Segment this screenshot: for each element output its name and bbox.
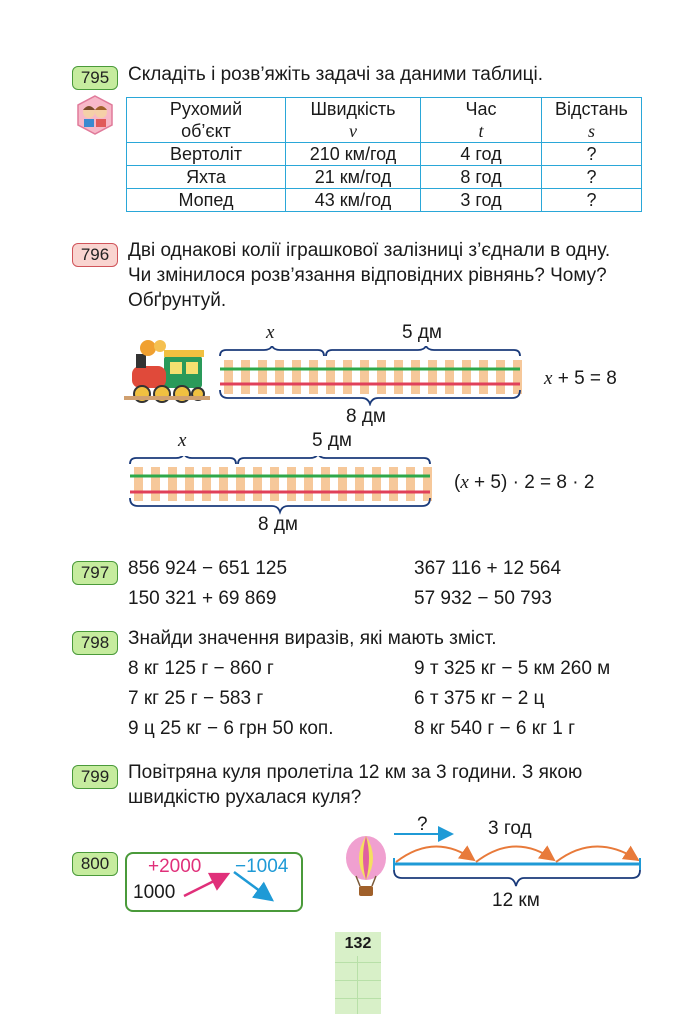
toy-train-icon bbox=[124, 336, 210, 406]
equation-1: x + 5 = 8 bbox=[544, 368, 617, 389]
expression: 57 932 − 50 793 bbox=[414, 588, 552, 609]
track-sleeper bbox=[241, 360, 250, 394]
exercise-800-badge: 800 bbox=[72, 852, 118, 876]
track-sleeper bbox=[270, 467, 279, 501]
track-sleeper bbox=[287, 467, 296, 501]
track-sleeper bbox=[360, 360, 369, 394]
exercise-799-line-1: Повітряна куля пролетіла 12 км за 3 години. З якою bbox=[128, 762, 583, 783]
track-1-x-label: x bbox=[266, 322, 275, 343]
track-sleeper bbox=[389, 467, 398, 501]
track-sleeper bbox=[219, 467, 228, 501]
track-sleeper bbox=[236, 467, 245, 501]
track-2-five-label: 5 дм bbox=[312, 430, 352, 451]
track-sleeper bbox=[445, 360, 454, 394]
chain-arrows bbox=[180, 862, 280, 908]
chain-op-2: −1004 bbox=[235, 856, 289, 877]
track-sleeper bbox=[394, 360, 403, 394]
table-header: Відстань s bbox=[542, 98, 642, 143]
railway-track-2 bbox=[124, 456, 434, 516]
track-sleeper bbox=[428, 360, 437, 394]
track-1-five-label: 5 дм bbox=[402, 322, 442, 343]
track-1-total-label: 8 дм bbox=[346, 406, 386, 427]
balloon-time-label: 3 год bbox=[488, 818, 532, 839]
exercise-796-line-2: Чи змінилося розв’язання відповідних рівнянь? Чому? bbox=[128, 265, 607, 286]
speed-time-distance-table bbox=[126, 97, 642, 212]
table-header: Рухомий об’єкт bbox=[127, 98, 286, 143]
exercise-798-text: Знайди значення виразів, які мають зміст. bbox=[128, 628, 497, 649]
track-sleeper bbox=[202, 467, 211, 501]
track-sleeper bbox=[496, 360, 505, 394]
equation-2: (x + 5) · 2 = 8 · 2 bbox=[454, 472, 595, 493]
expression: 8 кг 540 г − 6 кг 1 г bbox=[414, 718, 576, 739]
track-sleeper bbox=[462, 360, 471, 394]
exercise-795-badge: 795 bbox=[72, 66, 118, 90]
track-sleeper bbox=[309, 360, 318, 394]
page-number: 132 bbox=[344, 935, 372, 952]
track-sleeper bbox=[372, 467, 381, 501]
table-header: Час t bbox=[421, 98, 542, 143]
table-row: Мопед 43 км/год 3 год ? bbox=[127, 189, 642, 212]
exercise-797-badge: 797 bbox=[72, 561, 118, 585]
exercise-796-badge: 796 bbox=[72, 243, 118, 267]
expression: 6 т 375 кг − 2 ц bbox=[414, 688, 545, 709]
exercise-798-badge: 798 bbox=[72, 631, 118, 655]
track-2-total-label: 8 дм bbox=[258, 514, 298, 535]
track-sleeper bbox=[292, 360, 301, 394]
balloon-distance-label: 12 км bbox=[492, 890, 540, 911]
balloon-question-mark: ? bbox=[417, 814, 428, 835]
track-2-x-label: x bbox=[178, 430, 187, 451]
track-sleeper bbox=[479, 360, 488, 394]
table-row: Яхта 21 км/год 8 год ? bbox=[127, 166, 642, 189]
exercise-795-text: Складіть і розв’яжіть задачі за даними таблиці. bbox=[128, 64, 543, 85]
track-sleeper bbox=[355, 467, 364, 501]
track-sleeper bbox=[343, 360, 352, 394]
expression: 9 ц 25 кг − 6 грн 50 коп. bbox=[128, 718, 334, 739]
hot-air-balloon-icon bbox=[344, 836, 388, 898]
track-sleeper bbox=[185, 467, 194, 501]
expression: 9 т 325 кг − 5 км 260 м bbox=[414, 658, 611, 679]
table-header: Швидкість v bbox=[286, 98, 421, 143]
expression: 150 321 + 69 869 bbox=[128, 588, 277, 609]
track-sleeper bbox=[411, 360, 420, 394]
page-number-box bbox=[335, 932, 381, 1014]
track-sleeper bbox=[258, 360, 267, 394]
expression: 367 116 + 12 564 bbox=[414, 558, 562, 579]
chain-start-value: 1000 bbox=[133, 882, 176, 903]
track-sleeper bbox=[406, 467, 415, 501]
track-sleeper bbox=[513, 360, 522, 394]
track-sleeper bbox=[423, 467, 432, 501]
track-sleeper bbox=[321, 467, 330, 501]
track-sleeper bbox=[134, 467, 143, 501]
exercise-799-badge: 799 bbox=[72, 765, 118, 789]
exercise-796-line-1: Дві однакові колії іграшкової залізниці з’єднали в одну. bbox=[128, 240, 611, 261]
railway-track-1 bbox=[214, 346, 524, 406]
track-sleeper bbox=[151, 467, 160, 501]
exercise-799-line-2: швидкістю рухалася куля? bbox=[128, 787, 362, 808]
expression: 856 924 − 651 125 bbox=[128, 558, 288, 579]
expression: 7 кг 25 г − 583 г bbox=[128, 688, 264, 709]
table-row: Вертоліт 210 км/год 4 год ? bbox=[127, 143, 642, 166]
exercise-796-line-3: Обґрунтуй. bbox=[128, 290, 227, 311]
track-sleeper bbox=[224, 360, 233, 394]
track-sleeper bbox=[168, 467, 177, 501]
track-sleeper bbox=[304, 467, 313, 501]
track-sleeper bbox=[275, 360, 284, 394]
track-sleeper bbox=[253, 467, 262, 501]
track-sleeper bbox=[377, 360, 386, 394]
expression: 8 кг 125 г − 860 г bbox=[128, 658, 274, 679]
pair-work-icon bbox=[74, 94, 116, 136]
track-sleeper bbox=[338, 467, 347, 501]
track-sleeper bbox=[326, 360, 335, 394]
chain-op-1: +2000 bbox=[148, 856, 202, 877]
